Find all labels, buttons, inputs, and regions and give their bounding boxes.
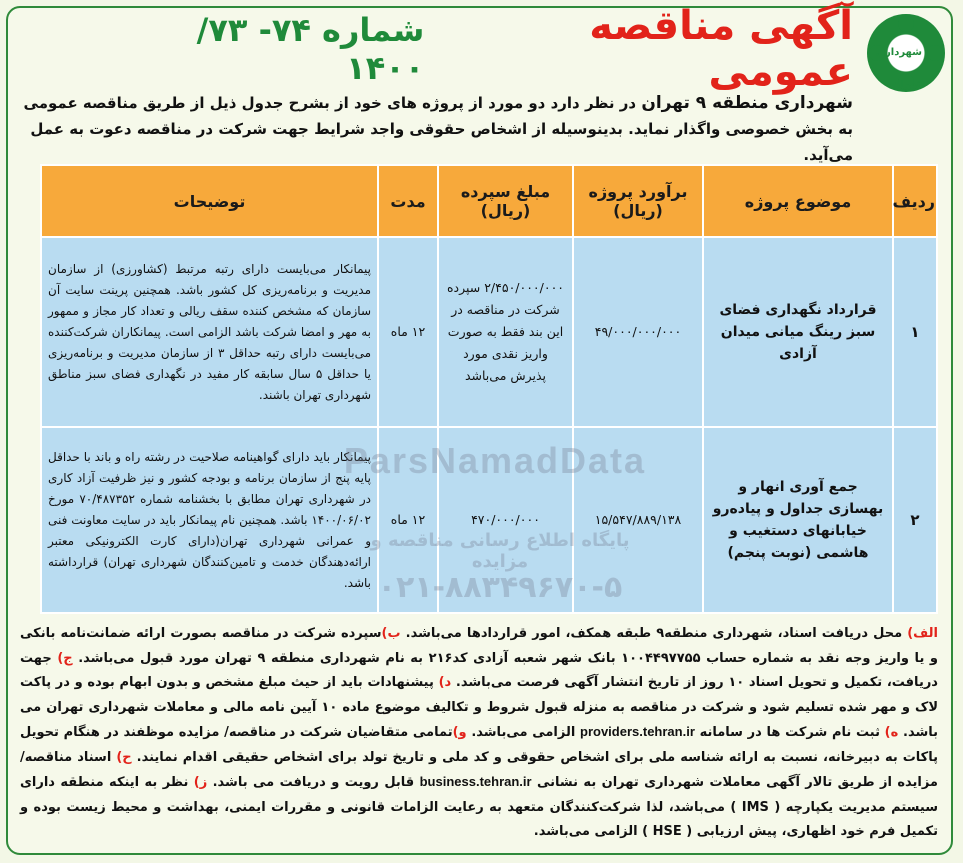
header-notes: توضیحات <box>41 165 378 237</box>
row-deposit: ۲/۴۵۰/۰۰۰/۰۰۰ سپرده شرکت در مناقصه در این بند فقط به صورت واریز نقدی مورد پذیرش می‌باشد <box>438 237 573 427</box>
row-notes: پیمانکار باید دارای گواهینامه صلاحیت در رشته راه و باند با حداقل پایه پنج از سازمان برنامه و بودجه کشور و نیز ظرفیت آزاد کاری در شهرداری تهران مطابق با بخشنامه شماره ۷۰/۴۸۷۳۵۲ مورخ ۱۴۰۰/۰۶/۰۲ باشد. همچنین نام پیمانکار باید در سایت معاونت فنی و عمرانی شهرداری تهران(دارای کارت الکترونیکی معتبر ارائه‌دهندگان خدمت و تامین‌کنندگان شهرداری تهران) قرارداشته باشد. <box>41 427 378 613</box>
clause-a-tag: الف) <box>907 626 938 641</box>
title-number: شماره ۷۴- ۷۳/ ۱۴۰۰ <box>196 11 425 87</box>
providers-link[interactable]: providers.tehran.ir <box>580 724 695 739</box>
clause-h: نظر به اینکه منطقه دارای سیستم مدیریت یکپارچه ( IMS ) می‌باشد، لذا شرکت‌کنندگان متعهد به رعایت الزامات قانونی و مقررات ایمنی، بهداشت و محیط زیست بوده و تکمیل فرم خود اظهاری، پیش ارزیابی ( HSE ) الزامی می‌باشد. <box>20 775 938 839</box>
row-subject: جمع آوری انهار و بهسازی جداول و پیاده‌رو خیابانهای دستغیب و هاشمی (نوبت پنجم) <box>703 427 893 613</box>
header-duration: مدت <box>378 165 438 237</box>
business-link[interactable]: business.tehran.ir <box>419 774 532 789</box>
watermark-brand: ParsNamadData <box>343 440 647 481</box>
row-duration: ۱۲ ماه <box>378 427 438 613</box>
intro-line2: به بخش خصوصی واگذار نماید. بدینوسیله از اشخاص حقوقی واجد شرایط جهت شرکت در مناقصه دعوت به عمل می‌آید. <box>30 120 853 164</box>
row-duration: ۱۲ ماه <box>378 237 438 427</box>
table-row <box>41 237 937 427</box>
clause-b: سپرده شرکت در مناقصه بصورت ارائه ضمانت‌نامه بانکی و یا واریز وجه نقد به شماره حساب ۱۰۰۴۴۹۷۷۵۵ بانک شهر شعبه آزادی کد۲۱۶ به نام شهرداری منطقه ۹ تهران مورد قبول می‌باشد. <box>20 626 938 666</box>
clause-c: جهت دریافت، تکمیل و تحویل اسناد ۱۰ روز از تاریخ انتشار آگهی فرصت می‌باشد. <box>20 650 938 690</box>
clause-a: محل دریافت اسناد، شهرداری منطقه۹ طبقه همکف، امور قراردادها می‌باشد. <box>400 626 908 641</box>
watermark-slogan: پایگاه اطلاع رسانی مناقصه و مزایده <box>370 530 630 572</box>
clause-g-end: قابل رویت و دریافت می باشد. <box>207 775 420 790</box>
clause-d-tag: د) <box>438 675 452 690</box>
conditions-text <box>20 622 938 845</box>
clause-g: اسناد مناقصه/ مزایده از طریق تالار آگهی معاملات شهرداری تهران به نشانی <box>20 749 938 790</box>
tehran-municipality-logo <box>867 14 945 92</box>
row-number: ۲ <box>893 427 937 613</box>
header-deposit: مبلغ سپرده (ریال) <box>438 165 573 237</box>
row-subject: قرارداد نگهداری فضای سبز رینگ میانی میدان آزادی <box>703 237 893 427</box>
clause-d: پیشنهادات باید از حیث مبلغ مشخص و بدون ابهام بوده و در پاکت لاک و مهر شده تسلیم شود و شرکت در مناقصه به منزله قبول شروط و تکالیف موضوع ماده ۱۰ آیین نامه مالی و معاملات شهرداری تهران می باشد. <box>20 675 939 740</box>
watermark-phone: ۰۲۱-۸۸۳۴۹۶۷۰-۵ <box>377 570 623 605</box>
row-estimate: ۴۹/۰۰۰/۰۰۰/۰۰۰ <box>573 237 703 427</box>
clause-c-tag: ج) <box>57 650 73 666</box>
clause-h-tag: ز) <box>193 775 208 790</box>
row-estimate: ۱۵/۵۴۷/۸۸۹/۱۳۸ <box>573 427 703 613</box>
clause-b-tag: ب) <box>381 626 401 641</box>
header-estimate: برآورد پروژه (ریال) <box>573 165 703 237</box>
header-row-number: ردیف <box>893 165 937 237</box>
page-title <box>113 3 853 95</box>
clause-e-end: الزامی می‌باشد. <box>466 725 581 740</box>
row-notes: پیمانکار می‌بایست دارای رتبه مرتبط (کشاورزی) از سازمان مدیریت و برنامه‌ریزی کل کشور باشد. همچنین پرینت سایت آن سازمان که مشخص کننده سقف ریالی و تعداد کار مجاز و ممهور به مهر و امضا شرکت باشد الزامی است. پیمانکاران شرکت‌کننده می‌بایست دارای رتبه حداقل ۳ از سازمان مدیریت و برنامه‌ریزی یا حداقل ۵ سال سابقه کار مفید در نگهداری فضای سبز مناطق شهرداری تهران باشند. <box>41 237 378 427</box>
title-main: آگهی مناقصه عمومی <box>589 3 853 95</box>
table-header-row <box>41 165 937 237</box>
clause-e: ثبت نام شرکت ها در سامانه <box>694 725 885 740</box>
row-deposit: ۴۷۰/۰۰۰/۰۰۰ <box>438 427 573 613</box>
intro-line1: در نظر دارد دو مورد از پروژه های خود از بشرح جدول ذیل از طریق مناقصه عمومی <box>23 94 642 112</box>
clause-e-tag: ه) <box>884 725 899 740</box>
header-subject: موضوع پروژه <box>703 165 893 237</box>
intro-text <box>23 90 853 168</box>
clause-f-tag: و) <box>452 725 467 740</box>
clause-g-tag: ح) <box>116 749 132 765</box>
row-number: ۱ <box>893 237 937 427</box>
clause-f: تمامی متقاضیان شرکت در مناقصه/ مزایده موظفند در هنگام تحویل پاکات به دبیرخانه، نسبت به ارائه شناسه ملی برای اشخاص حقوقی و کد ملی و تاریخ تولد برای اشخاص حقیقی اقدام نمایند. <box>20 725 938 765</box>
intro-org: شهرداری منطقه ۹ تهران <box>641 93 853 113</box>
logo-text: شهرداری تهران <box>890 37 922 69</box>
